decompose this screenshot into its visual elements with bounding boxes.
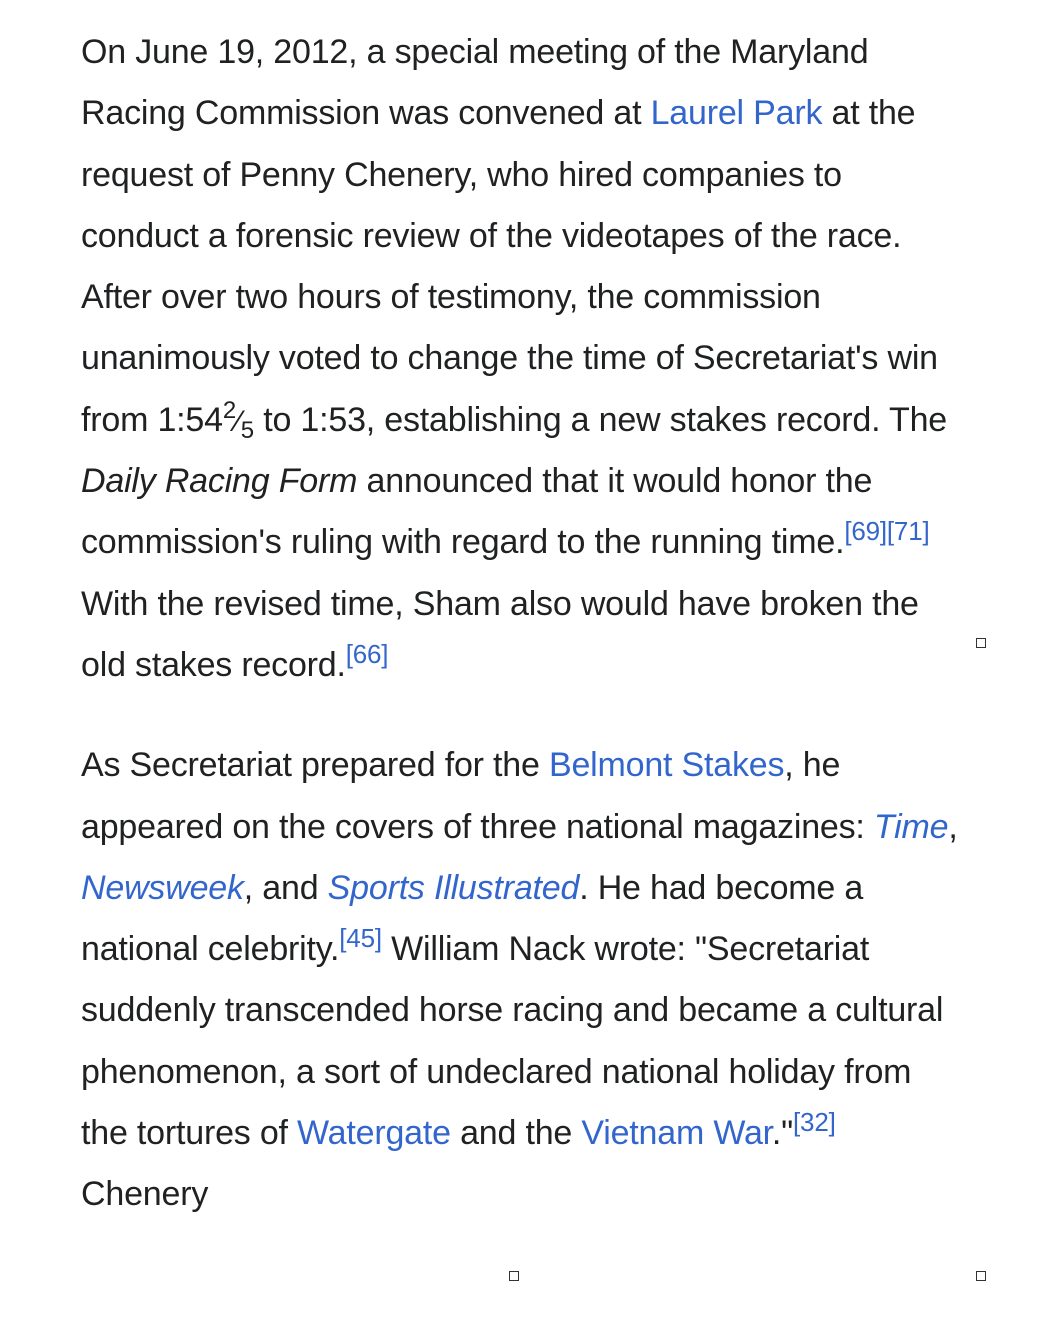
selection-handle-right-top[interactable] <box>976 638 986 648</box>
fraction-numerator: 2 <box>222 396 236 424</box>
selection-handle-center-bottom[interactable] <box>509 1271 519 1281</box>
text-run: , <box>948 807 958 846</box>
link-laurel-park[interactable]: Laurel Park <box>650 94 823 133</box>
link-newsweek[interactable]: Newsweek <box>81 868 244 907</box>
citation-45[interactable]: [45] <box>339 923 382 954</box>
text-run: to 1:53, establishing a new stakes record. The <box>253 400 947 439</box>
link-time-magazine[interactable]: Time <box>873 807 949 846</box>
link-vietnam-war[interactable]: Vietnam War <box>581 1114 772 1153</box>
paragraph-belmont-stakes <box>81 735 961 1225</box>
citation-66[interactable]: [66] <box>345 638 389 669</box>
link-watergate[interactable]: Watergate <box>297 1114 451 1153</box>
text-run: On June 19, 2012, a special meeting of the Maryland Racing Commission was convened at <box>81 33 869 133</box>
link-sports-illustrated[interactable]: Sports Illustrated <box>327 868 580 907</box>
text-run: and the <box>450 1114 582 1153</box>
citation-69[interactable]: [69] <box>844 516 887 547</box>
text-run: announced that it would honor the commission's ruling with regard to the running time. <box>81 462 873 562</box>
text-run: ." <box>771 1114 794 1153</box>
fraction-slash: ⁄ <box>235 404 241 438</box>
link-belmont-stakes[interactable]: Belmont Stakes <box>548 746 785 785</box>
text-run: at the request of Penny Chenery, who hired companies to conduct a forensic review of the videotapes of the race. After over two hours of testimony, the commission unanimously voted to change the time of Secretariat's win from 1:54 <box>81 94 938 439</box>
selection-handle-right-bottom[interactable] <box>976 1271 986 1281</box>
italic-daily-racing-form: Daily Racing Form <box>81 462 358 501</box>
paragraph-laurel-park <box>81 22 961 696</box>
fraction-denominator: 5 <box>240 416 254 444</box>
citation-71[interactable]: [71] <box>886 516 930 547</box>
text-run: William Nack wrote: "Secretariat suddenly transcended horse racing and became a cultural phenomenon, a sort of undeclared national holiday from the tortures of <box>81 930 944 1153</box>
text-run: . He had become a national celebrity. <box>81 868 864 969</box>
text-run: , and <box>243 868 328 907</box>
text-run: As Secretariat prepared for the <box>81 746 549 785</box>
text-run: Chenery <box>81 1175 209 1214</box>
citation-32[interactable]: [32] <box>793 1107 836 1138</box>
text-run: , he appeared on the covers of three national magazines: <box>81 746 874 846</box>
text-run: With the revised time, Sham also would have broken the old stakes record. <box>81 584 919 684</box>
article-body <box>81 22 961 1226</box>
